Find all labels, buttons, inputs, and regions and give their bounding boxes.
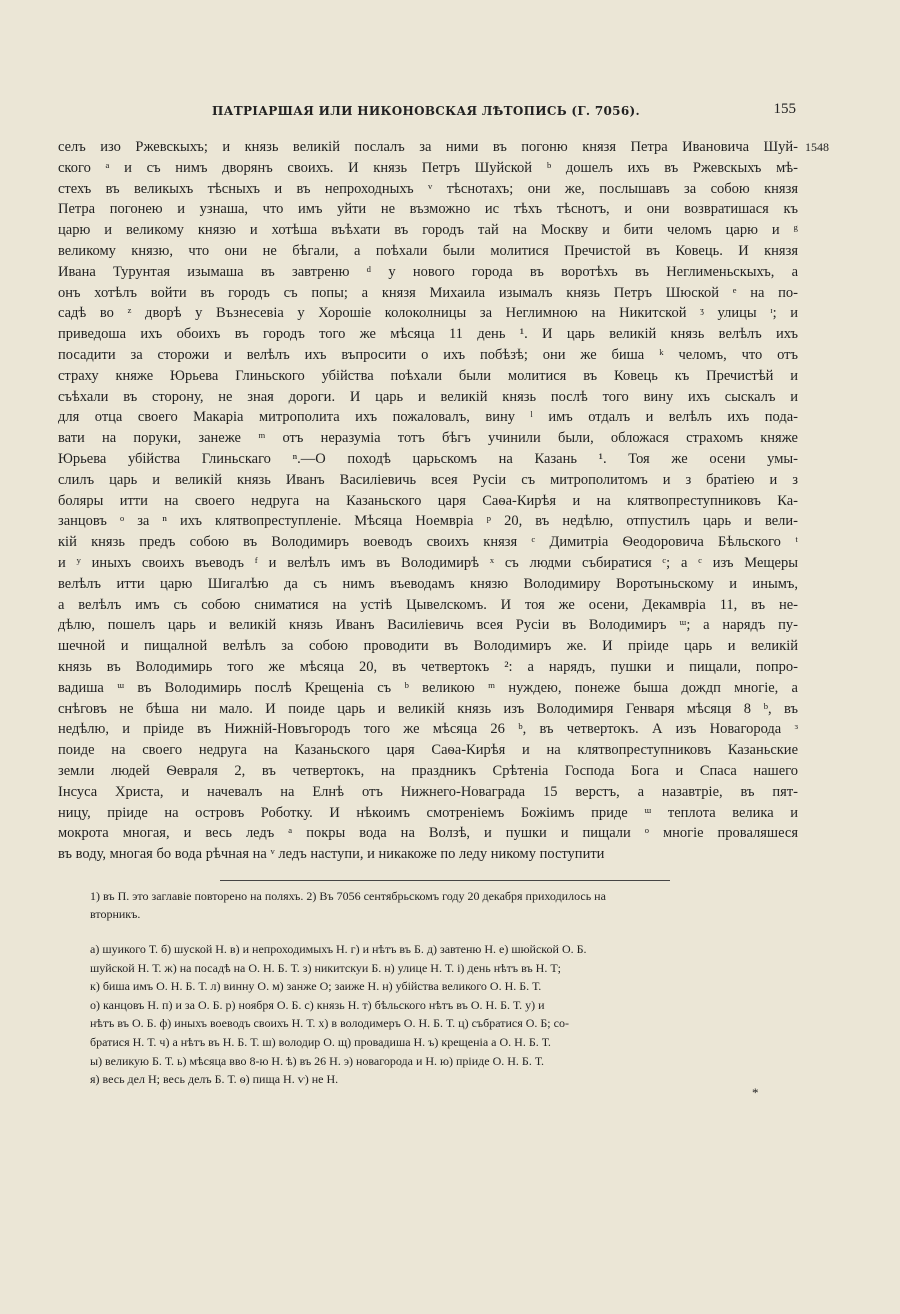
variant-line: о) канцовъ Н. п) и за О. Б. р) ноября О. Б. с) князь Н. т) бѣльского нѣтъ въ О. Н. Б. Т. у) и xyxy=(90,997,545,1012)
text-line: занцовъ ᵒ за ⁿ ихъ клятвопреступленіе. Мѣсяца Ноемвріа ᵖ 20, въ недѣлю, отпустилъ царь и вели- xyxy=(58,513,798,530)
text-line: посадити за сторожи и велѣлъ ихъ въпросити о ихъ побѣзѣ; они же биша ᵏ челомъ, что отъ xyxy=(58,346,798,363)
text-line: ницу, пріиде на островъ Роботку. И нѣкоимъ смотреніемъ Божіимъ приде ᵚ теплота велика и xyxy=(58,804,798,821)
text-line: въ воду, многая бо вода рѣчная на ᵛ ледъ наступи, и никакоже по леду никому поступити xyxy=(58,846,605,863)
margin-year: 1548 xyxy=(805,140,829,154)
footnote-line: вторникъ. xyxy=(90,907,141,921)
text-line: страху княже Юрьева Глиньского убійства поѣхали были молитися въ Ковець къ Пречистѣй и xyxy=(58,367,798,384)
text-line: снѣговъ не бѣша ни мало. И поиде царь и великій князь изъ Володимиря Генваря мѣсяця 8 ᵇ, въ xyxy=(58,700,798,717)
text-line: приведоша ихъ обоихъ въ городъ того же мѣсяца 11 день ¹. И царь великій князь велѣлъ ихъ xyxy=(58,326,798,343)
text-line: ского ᵃ и съ нимъ дворянъ своихъ. И князь Петръ Шуйской ᵇ дошелъ ихъ въ Ржевскыхъ мѣ- xyxy=(58,159,798,176)
text-line: велѣлъ итти царю Шигалѣю да съ нимъ въеводамъ князю Володимиру Воротыньскому и инымъ, xyxy=(58,575,798,592)
variant-readings xyxy=(90,940,798,1089)
text-line: Юрьева убійства Глиньскаго ⁿ.—О походѣ царьскомъ на Казань ¹. Тоя же осени умы- xyxy=(58,450,798,467)
text-line: для отца своего Макаріа митрополита ихъ пожаловалъ, вину ˡ имъ отдалъ и велѣлъ ихъ пода- xyxy=(58,409,798,426)
text-line: и ʸ иныхъ своихъ въеводъ ᶠ и велѣлъ имъ въ Володимирѣ ˣ съ людми събиратися ᶜ; а ᶜ изъ Мещеры xyxy=(58,554,798,571)
text-line: Петра погонею и узнаша, что имъ уйти не възможно ис тѣхъ тѣснотъ, и они возвратишася къ xyxy=(58,201,798,218)
text-line: слилъ царь и великій князь Иванъ Василіевичь всея Русіи съ митрополитомъ и з братіею и з xyxy=(58,471,798,488)
footnote-line: 1) въ П. это заглавіе повторено на поляхъ. 2) Въ 7056 сентябрьскомъ году 20 декабря приходилось на xyxy=(90,889,606,903)
text-line: вадиша ᵚ въ Володимирь послѣ Крещеніа съ ᵇ великою ᵐ нуждею, понеже быша дождп многіе, а xyxy=(58,679,798,696)
text-line: а велѣлъ имъ съ собою сниматися на устіѣ Цывелскомъ. И тоя же осени, Декамвріа 11, въ не- xyxy=(58,596,798,613)
variant-line: а) шуикого Т. б) шуской Н. в) и непроходимыхъ Н. г) и нѣтъ въ Б. д) завтеню Н. е) шюйской О. Б. xyxy=(90,942,587,956)
variant-line: я) весь дел Н; весь делъ Б. Т. ѳ) пища Н. ѵ) не Н. xyxy=(90,1072,339,1087)
text-line: шечной и пищалной велѣлъ за собою проводити въ Володимиръ же. И пріиде царь и великій xyxy=(58,638,798,655)
text-line: съѣхали въ сторону, не зная дороги. И царь и великій князь послѣ того вину ихъ сыскалъ и xyxy=(58,388,798,405)
page-header xyxy=(56,101,796,126)
text-line: недѣлю, и пріиде въ Нижній-Новъгородъ того же мѣсяца 26 ᵇ, въ четвертокъ. А изъ Новагорода ᵌ xyxy=(58,721,798,738)
text-line: царю и великому князю и хотѣша въѣхати въ городъ тай на Москву и бити челомъ царю и ᵍ xyxy=(58,222,798,239)
text-line: вати на поруки, занеже ᵐ отъ неразуміа тотъ бѣгъ учинили были, обложася страхомъ княже xyxy=(58,430,798,447)
text-line: князь въ Володимирь того же мѣсяца 20, въ четвертокъ ²: а нарядъ, пушки и пищали, попро- xyxy=(58,658,798,675)
text-line: Інсуса Христа, и начевалъ на Елнѣ отъ Нижнего-Новаграда 15 верстъ, а назавтріе, въ пят- xyxy=(58,783,798,800)
main-text xyxy=(58,137,798,865)
text-line: поиде на своего недруга на Казаньского царя Саѳа-Кирѣя и на клятвопреступниковъ Казаньские xyxy=(58,742,798,759)
page-number: 155 xyxy=(773,101,796,117)
variant-line: нѣтъ въ О. Б. ф) иныхъ воеводъ своихъ Н. Т. х) в володимеръ О. Н. Б. Т. ц) събратися О. Б; со- xyxy=(90,1016,569,1031)
text-line: кій князь предъ собою въ Володимиръ воеводъ своихъ князя ᶜ Димитріа Ѳеодоровича Бѣльского ᵗ xyxy=(58,534,798,551)
variant-line: шуйской Н. Т. ж) на посадѣ на О. Н. Б. Т. з) никитскуи Б. н) улице Н. Т. і) день нѣтъ въ Н. Т; xyxy=(90,960,562,975)
text-line: садѣ во ᶻ дворѣ у Възнесевіа у Хорошіе колоколницы за Неглимною на Никитской ᶾ улицы ᶦ; и xyxy=(58,305,798,322)
footnotes xyxy=(90,887,798,923)
page-mark: * xyxy=(752,1085,759,1100)
text-line: стехъ въ великыхъ тѣсныхъ и въ непроходныхъ ᵛ тѣснотахъ; они же, послышавъ за собою князя xyxy=(58,180,798,197)
text-line: селъ изо Ржевскыхъ; и князь великій послалъ за ними въ погоню князя Петра Ивановича Шуй- xyxy=(58,139,798,155)
running-title: ПАТРІАРШАЯ ИЛИ НИКОНОВСКАЯ ЛѢТОПИСЬ (Г. 7056). xyxy=(212,104,640,118)
footnote-divider xyxy=(220,880,670,881)
text-line: дѣлю, пошелъ царь и великій князь Иванъ Василіевичь всея Русіи въ Володимиръ ᵚ; а нарядъ пу- xyxy=(58,617,798,634)
variant-line: ы) великую Б. Т. ь) мѣсяца вво 8-ю Н. ѣ) въ 26 Н. э) новагорода и Н. ю) пріиде О. Н. Б. Т. xyxy=(90,1053,544,1068)
text-line: Ивана Турунтая изымаша въ завтреню ᵈ у нового города въ воротѣхъ въ Неглименьскыхъ, а xyxy=(58,263,798,280)
text-line: земли людей Ѳевраля 2, въ четвертокъ, на праздникъ Срѣтеніа Господа Бога и Спаса нашего xyxy=(58,762,798,779)
variant-line: братися Н. Т. ч) а нѣтъ въ Н. Б. Т. ш) володир О. щ) провадиша Н. ъ) крещеніа а О. Н. Б. Т. xyxy=(90,1034,551,1049)
text-line: боляры итти на своего недруга на Казаньского царя Саѳа-Кирѣя и на клятвопреступниковъ Ка- xyxy=(58,492,798,509)
text-line: онъ хотѣлъ войти въ городъ съ попы; а князя Михаила изымалъ князь Петръ Шюской ᵉ на по- xyxy=(58,284,798,301)
text-line: мокрота многая, и весь ледъ ᵃ покры вода на Волзѣ, и пушки и пищали ᵒ многіе проваляшеся xyxy=(58,825,798,842)
variant-line: к) биша имъ О. Н. Б. Т. л) винну О. м) занже О; заиже Н. н) убійства великого О. Н. Б. Т. xyxy=(90,979,542,994)
text-line: великому князю, что они не бѣгали, а поѣхали были молитися Пречистой въ Ковець. И князя xyxy=(58,242,798,259)
